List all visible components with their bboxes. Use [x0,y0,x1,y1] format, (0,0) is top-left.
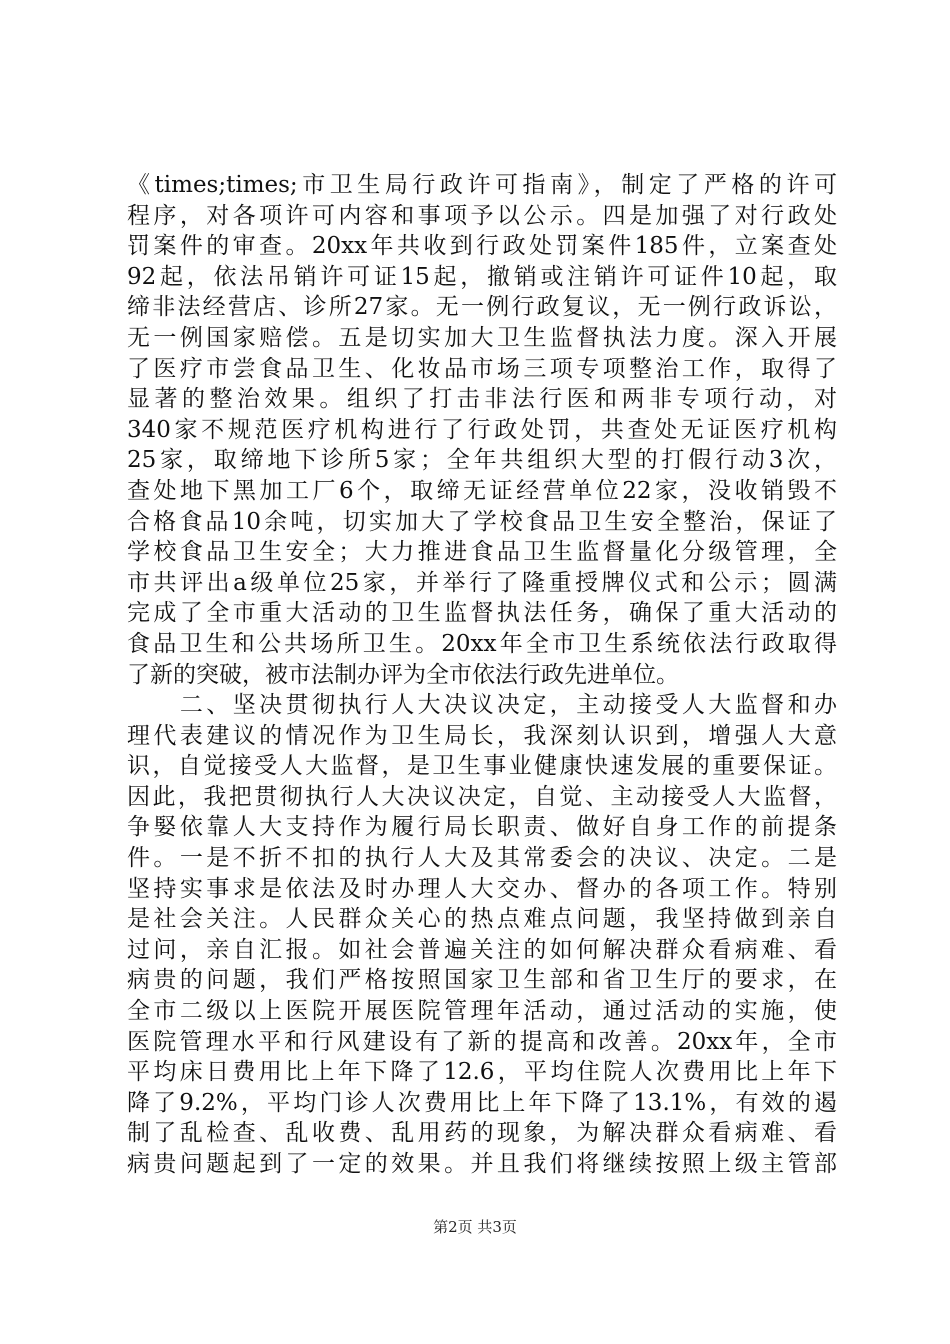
text-line: 完成了全市重大活动的卫生监督执法任务，确保了重大活动的 [127,600,837,627]
text-line: 坚持实事求是依法及时办理人大交办、督办的各项工作。特别 [127,875,837,902]
text-line: 市共评出a级单位25家，并举行了隆重授牌仪式和公示；圆满 [127,569,837,596]
text-line: 病贵问题起到了一定的效果。并且我们将继续按照上级主管部 [127,1151,837,1177]
text-line: 缔非法经营店、诊所27家。无一例行政复议，无一例行政诉讼， [127,294,837,321]
text-line: 因此，我把贯彻执行人大决议决定，自觉、主动接受人大监督， [127,783,837,810]
text-line: 查处地下黑加工厂6个，取缔无证经营单位22家，没收销毁不 [127,477,837,504]
text-line: 争婜依靠人大支持作为履行局长职责、做好自身工作的前提条 [127,814,837,841]
text-line: 了医疗市尝食品卫生、化妆品市场三项专项整治工作，取得了 [127,355,837,382]
text-line: 程序，对各项许可内容和事项予以公示。四是加强了对行政处 [127,202,837,229]
text-line: 显著的整治效果。组织了打击非法行医和两非专项行动，对 [127,386,837,413]
text-line: 制了乱检查、乱收费、乱用药的现象，为解决群众看病难、看 [127,1120,837,1147]
body-text [127,170,837,1180]
text-line: 过问，亲自汇报。如社会普遍关注的如何解决群众看病难、看 [127,936,837,963]
text-line: 340家不规范医疗机构进行了行政处罚，共查处无证医疗机构 [127,416,837,443]
text-line: 病贵的问题，我们严格按照国家卫生部和省卫生厅的要求，在 [127,967,837,994]
text-line: 学校食品卫生安全；大力推进食品卫生监督量化分级管理，全 [127,539,837,566]
text-line: 降了9.2%，平均门诊人次费用比上年下降了13.1%，有效的遏 [127,1089,837,1116]
text-line: 92起，依法吊销许可证15起，撤销或注销许可证件10起，取 [127,263,837,290]
paragraph-end-line: 了新的突破，被市法制办评为全市依法行政先进单位。 [127,661,679,688]
text-line: 全市二级以上医院开展医院管理年活动，通过活动的实施，使 [127,998,837,1025]
text-line: 食品卫生和公共场所卫生。20xx年全市卫生系统依法行政取得 [127,630,837,657]
text-line: 理代表建议的情况作为卫生局长，我深刻认识到，增强人大意 [127,722,837,749]
text-line: 合格食品10余吨，切实加大了学校食品卫生安全整治，保证了 [127,508,837,535]
text-line: 罚案件的审查。20xx年共收到行政处罚案件185件，立案查处 [127,233,837,260]
text-line: 医院管理水平和行风建设有了新的提高和改善。20xx年，全市 [127,1028,837,1055]
text-line: 25家，取缔地下诊所5家；全年共组织大型的打假行动3次， [127,447,837,474]
paragraph-start-line: 二、坚决贯彻执行人大决议决定，主动接受人大监督和办 [127,692,837,719]
text-line: 是社会关注。人民群众关心的热点难点问题，我坚持做到亲自 [127,906,837,933]
text-line: 平均床日费用比上年下降了12.6，平均住院人次费用比上年下 [127,1059,837,1086]
page-number-footer: 第2页 共3页 [433,1218,517,1236]
text-line: 无一例国家赔偿。五是切实加大卫生监督执法力度。深入开展 [127,324,837,351]
text-line: 件。一是不折不扣的执行人大及其常委会的决议、决定。二是 [127,845,837,872]
text-line: 识，自觉接受人大监督，是卫生事业健康快速发展的重要保证。 [127,753,837,780]
text-line: 《times;times;市卫生局行政许可指南》，制定了严格的许可 [127,172,837,198]
